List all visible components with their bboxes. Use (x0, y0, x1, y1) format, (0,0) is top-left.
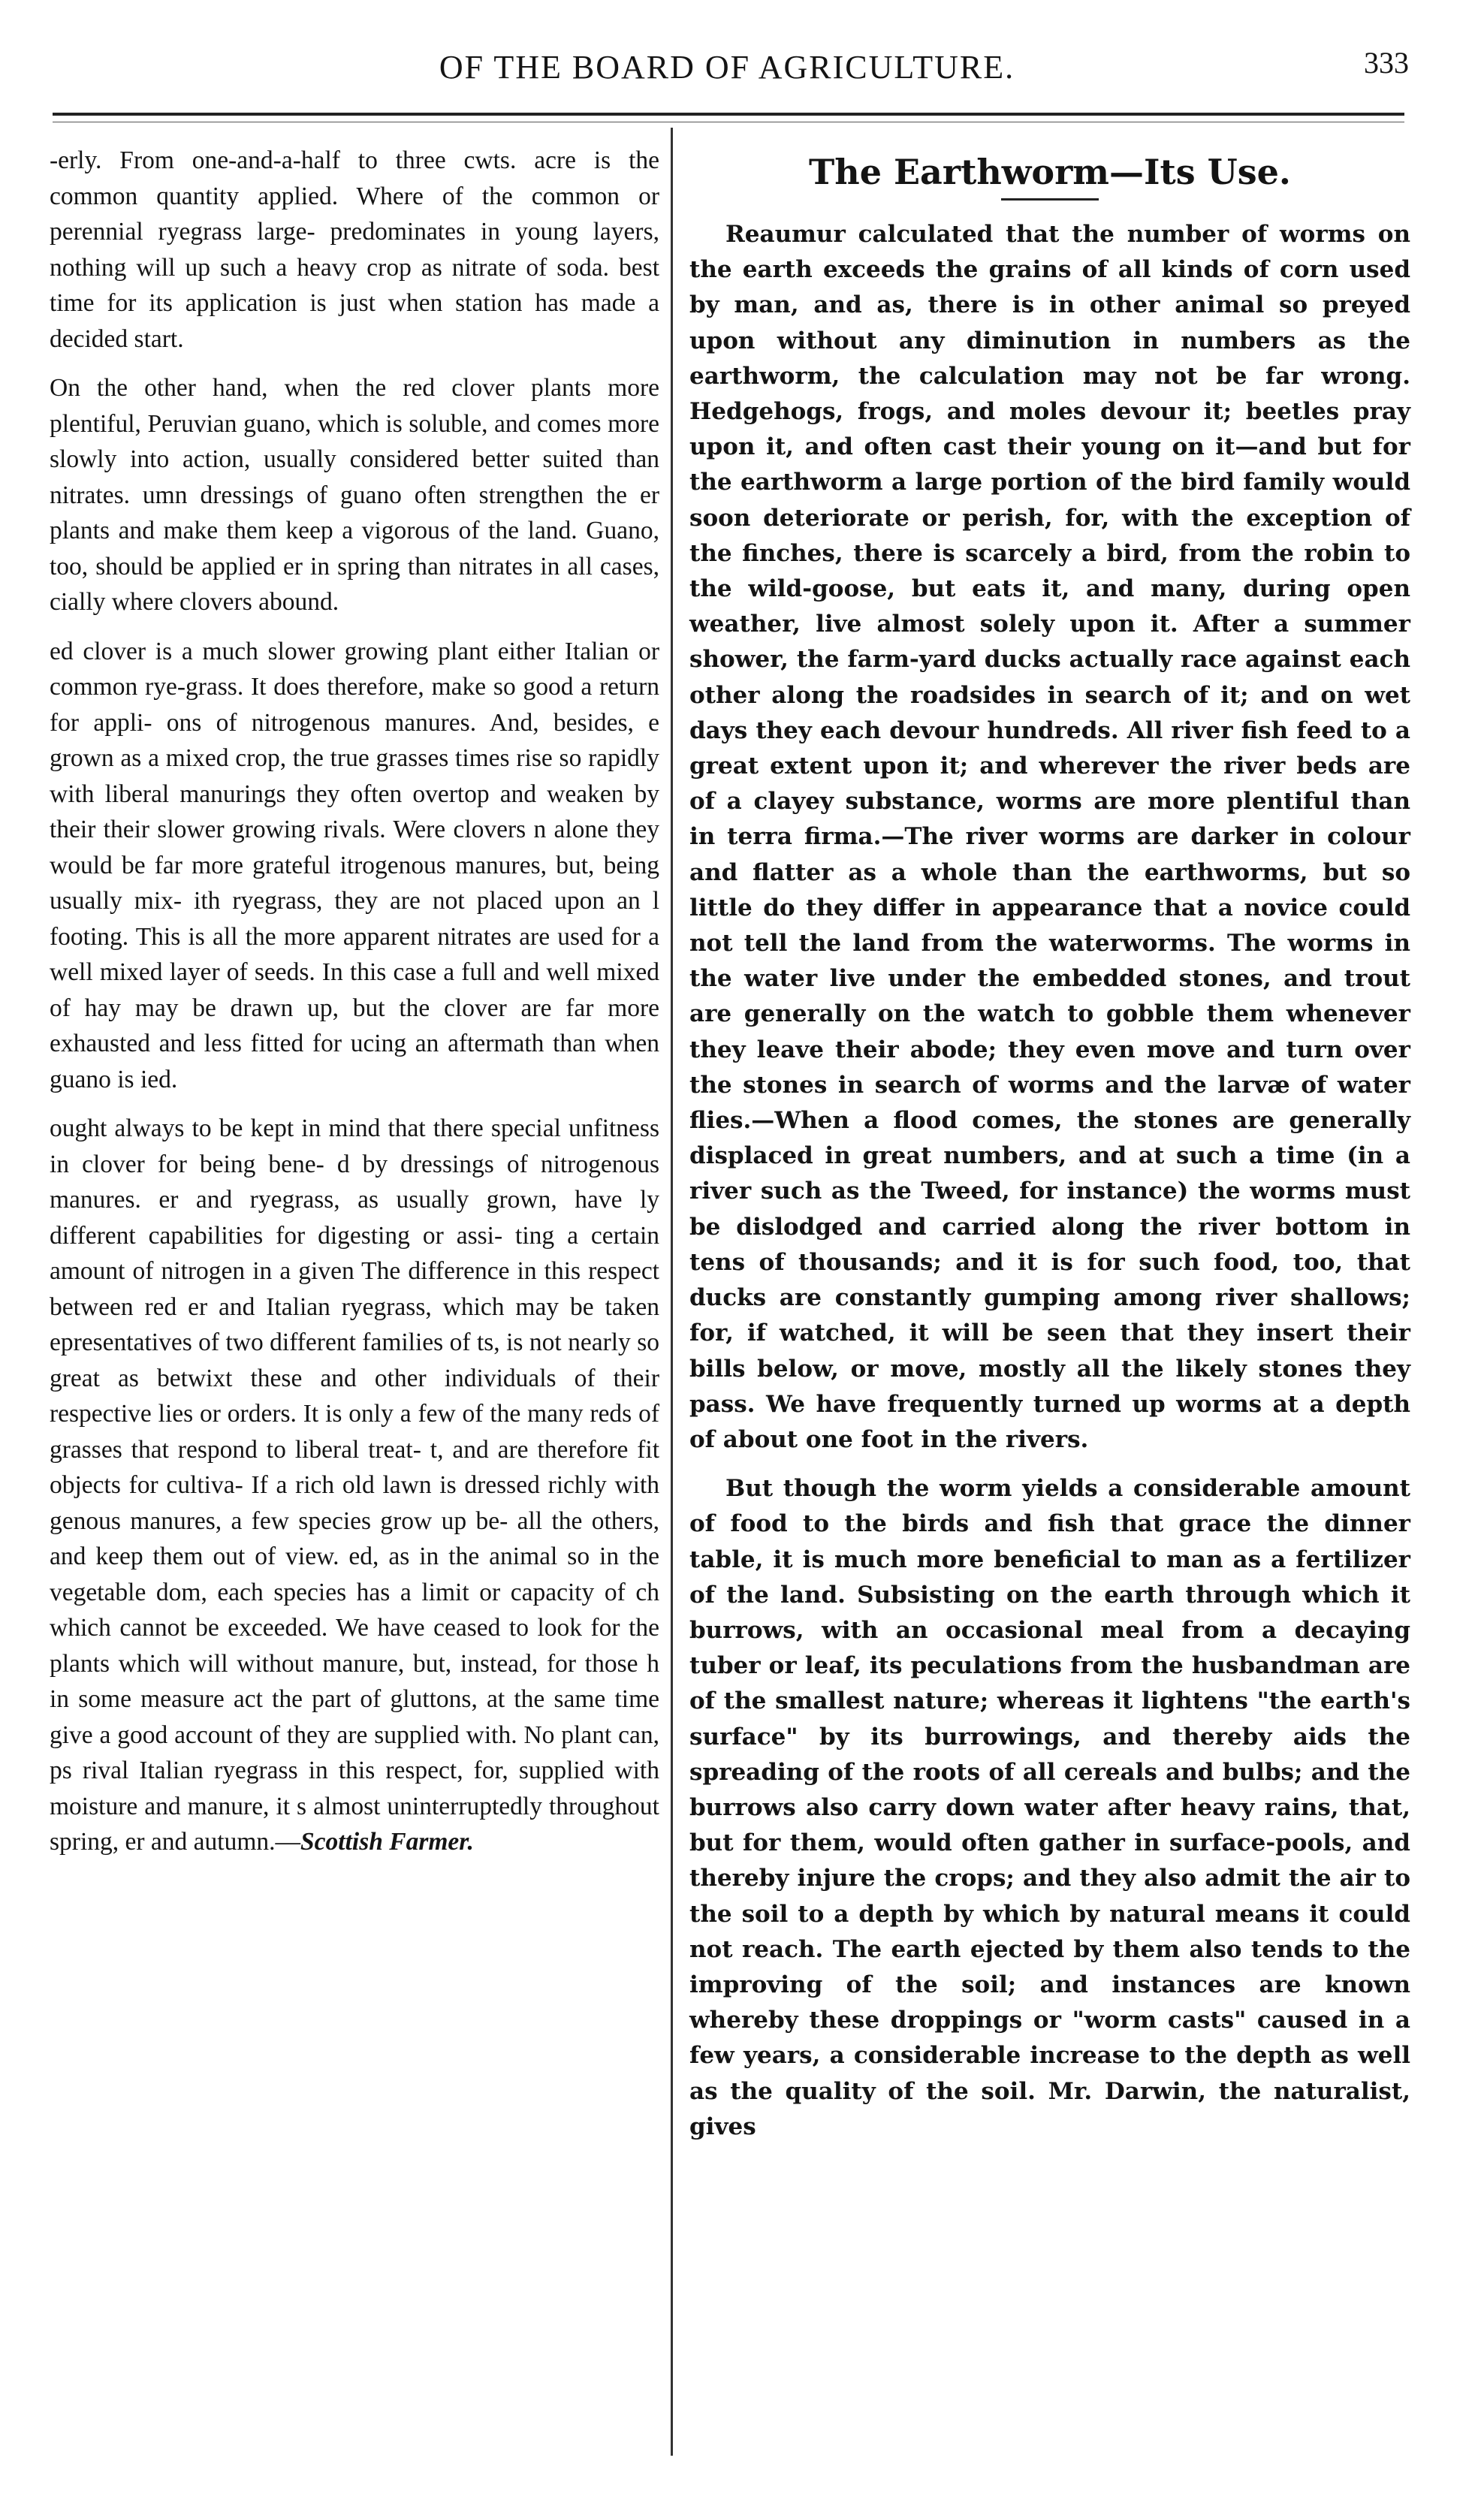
right-column (689, 143, 1410, 2158)
source-attribution: Scottish Farmer. (300, 1828, 474, 1856)
page-number: 333 (1364, 46, 1409, 80)
running-title: OF THE BOARD OF AGRICULTURE. (439, 49, 1015, 86)
column-divider (671, 128, 673, 2456)
heading-rule (1001, 198, 1099, 201)
left-column (50, 143, 659, 1874)
left-paragraph-1: -erly. From one-and-a-half to three cwts. acre is the common quantity applied. Where of the common or perennial ryegrass large- predominates in young layers, nothing will up such a heavy crop as nitrate of soda. best time for its application is just when station has made a decided start. (50, 146, 659, 353)
header-rule (53, 113, 1404, 116)
left-paragraph-4-text: ought always to be kept in mind that there special unfitness in clover for being bene- d by dressings of nitrogenous manures. er and ryegrass, as usually grown, have ly different capabilities for digesting or assi- ting a certain amount of nitrogen in a given The difference in this respect between red er and Italian ryegrass, which may be taken epresentatives of two different families of ts, is not nearly so great as betwixt these and other individuals of their respective lies or orders. It is only a few of the many reds of grasses that respond to liberal treat- t, and are therefore fit objects for cultiva- If a rich old lawn is dressed richly with genous manures, a few species grow up be- all the others, and keep them out of view. ed, as in the animal so in the vegetable dom, each species has a limit or capacity of ch which cannot be exceeded. We have ceased to look for the plants which will without manure, but, instead, for those h in some measure act the part of gluttons, at the same time give a good account of they are supplied with. No plant can, ps rival Italian ryegrass in this respect, for, supplied with moisture and manure, it s almost uninterruptedly throughout spring, er and autumn.— (50, 1114, 659, 1856)
right-paragraph-1: Reaumur calculated that the number of worms on the earth exceeds the grains of all kinds of corn used by man, and as, there is in other animal so preyed upon without any diminution in numbers as the earthworm, the calculation may not be far wrong. Hedgehogs, frogs, and moles devour it; beetles pray upon it, and often cast their young on it—and but for the earthworm a large portion of the bird family would soon deteriorate or perish, for, with the exception of the finches, there is scarcely a bird, from the robin to the wild-goose, but eats it, and many, during open weather, live almost solely upon it. After a summer shower, the farm-yard ducks actually race against each other along the roadsides in search of it; and on wet days they each devour hundreds. All river fish feed to a great extent upon it; and wherever the river beds are of a clayey substance, worms are more plentiful than in terra firma.—The river worms are darker in colour and flatter as a whole than the earthworms, but so little do they differ in appearance that a novice could not tell the land from the waterworms. The worms in the water live under the embedded stones, and trout are generally on the watch to gobble them whenever they leave their abode; they even move and turn over the stones in search of worms and the larvæ of water flies.—When a flood comes, the stones are generally displaced in great numbers, and at such a time (in a river such as the Tweed, for instance) the worms must be dislodged and carried along the river bottom in tens of thousands; and it is for such food, too, that ducks are constantly gumping among river shallows; for, if watched, it will be seen that they insert their bills below, or move, mostly all the likely stones they pass. We have frequently turned up worms at a depth of about one foot in the rivers. (689, 221, 1410, 1453)
article-heading: The Earthworm—Its Use. (809, 152, 1291, 192)
left-paragraph-4 (50, 1111, 659, 1860)
right-paragraph-2: But though the worm yields a considerable amount of food to the birds and fish that grace the dinner table, it is much more beneficial to man as a fertilizer of the land. Subsisting on the earth through which it burrows, with an occasional meal from a decaying tuber or leaf, its peculations from the husbandman are of the smallest nature; whereas it lightens "the earth's surface" by its burrowings, and thereby aids the spreading of the roots of all cereals and bulbs; and the burrows also carry down water after heavy rains, that, but for them, would often gather in surface-pools, and thereby injure the crops; and they also admit the air to the soil to a depth by which by natural means it could not reach. The earth ejected by them also tends to the improving of the soil; and instances are known whereby these droppings or "worm casts" caused in a few years, a considerable increase to the depth as well as the quality of the soil. Mr. Darwin, the naturalist, gives (689, 1475, 1410, 2140)
left-paragraph-2: On the other hand, when the red clover plants more plentiful, Peruvian guano, which is soluble, and comes more slowly into action, usually considered better suited than nitrates. umn dressings of guano often strengthen the er plants and make them keep a vigorous of the land. Guano, too, should be applied er in spring than nitrates in all cases, cially where clovers abound. (50, 374, 659, 616)
left-paragraph-3: ed clover is a much slower growing plant either Italian or common rye-grass. It does therefore, make so good a return for appli- ons of nitrogenous manures. And, besides, e grown as a mixed crop, the true grasses times rise so rapidly with liberal manurings they often overtop and weaken by their their slower growing rivals. Were clovers n alone they would be far more grateful itrogenous manures, but, being usually mix- ith ryegrass, they are not placed upon an l footing. This is all the more apparent nitrates are used for a well mixed layer of seeds. In this case a full and well mixed of hay may be drawn up, but the clover are far more exhausted and less fitted for ucing an aftermath than when guano is ied. (50, 637, 659, 1093)
page-header (45, 42, 1409, 95)
